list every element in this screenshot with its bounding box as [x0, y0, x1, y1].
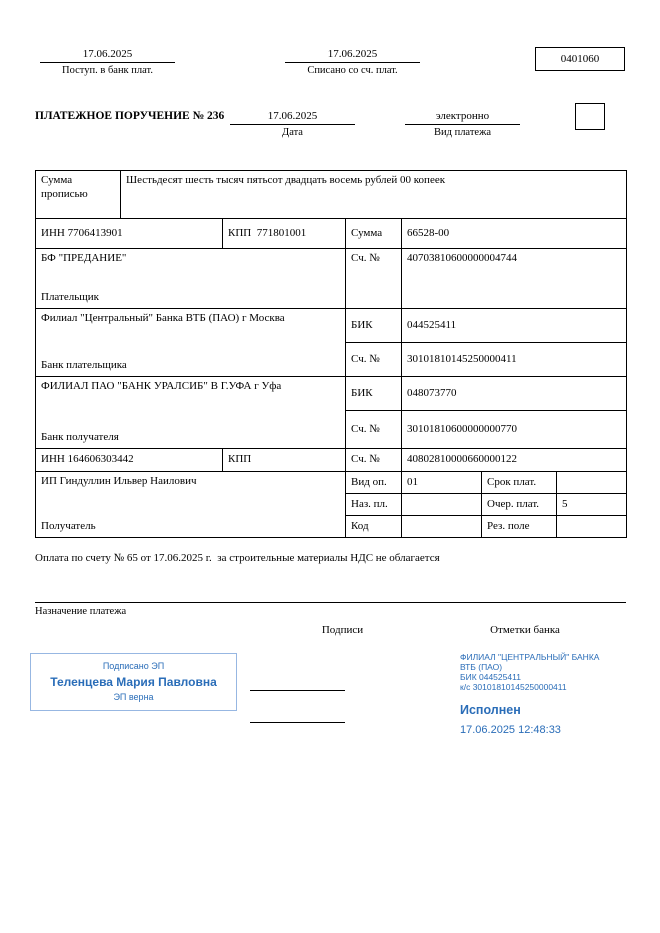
receiver-bank-bik: 048073770 [402, 377, 627, 411]
bank-stamp-datetime: 17.06.2025 12:48:33 [460, 724, 561, 736]
receiver-bank-bik-label: БИК [346, 377, 402, 411]
bank-marks-header: Отметки банка [490, 624, 560, 636]
bank-stamp-line3: БИК 044525411 [460, 672, 521, 682]
purpose-label: Назначение платежа [35, 606, 127, 617]
doc-date-label: Дата [282, 127, 303, 138]
payer-name: БФ "ПРЕДАНИЕ" [41, 252, 127, 264]
signature-line-1 [250, 690, 345, 691]
payer-account-label: Сч. № [346, 249, 402, 309]
received-in-bank-block [40, 48, 175, 76]
receiver-name: ИП Гиндуллин Ильвер Наилович [41, 475, 197, 487]
debited-date-label: Списано со сч. плат. [307, 65, 398, 76]
doc-date: 17.06.2025 [230, 110, 355, 125]
srok-plat-value [557, 472, 627, 494]
payment-purpose-text: Оплата по счету № 65 от 17.06.2025 г. за строительные материалы НДС не облагается [35, 552, 440, 564]
receiver-inn-row [36, 449, 627, 472]
purpose-underline-block [35, 602, 626, 617]
naz-pl-value [402, 494, 482, 516]
status-code-box [575, 103, 605, 130]
debited-from-account-block [285, 48, 420, 76]
receiver-bank-account-label: Сч. № [346, 411, 402, 449]
payer-bank-section-label: Банк плательщика [41, 359, 127, 372]
amount-words-label: Сумма прописью [36, 171, 121, 219]
payer-bank-account: 30101810145250000411 [402, 343, 627, 377]
received-date: 17.06.2025 [40, 48, 175, 63]
electronic-signature-stamp [30, 653, 237, 711]
payer-bank-cell [36, 309, 346, 377]
ocher-plat-value: 5 [557, 494, 627, 516]
bank-stamp-line2: ВТБ (ПАО) [460, 662, 503, 672]
receiver-bank-row [36, 377, 627, 449]
amount-words-value: Шестьдесят шесть тысяч пятьсот двадцать восемь рублей 00 копеек [121, 171, 627, 219]
payer-row [36, 249, 627, 309]
payer-bank-name: Филиал "Центральный" Банка ВТБ (ПАО) г Москва [41, 312, 285, 324]
payer-kpp: КПП 771801001 [223, 219, 346, 249]
doc-date-block [230, 110, 355, 138]
esig-line3: ЭП верна [113, 692, 154, 702]
payer-bank-account-label: Сч. № [346, 343, 402, 377]
payment-kind-label: Вид платежа [433, 127, 491, 138]
receiver-bank-account: 30101810600000000770 [402, 411, 627, 449]
signature-line-2 [250, 722, 345, 723]
vid-op-value: 01 [402, 472, 482, 494]
esig-line1: Подписано ЭП [102, 661, 165, 671]
kod-value [402, 516, 482, 538]
kod-label: Код [346, 516, 402, 538]
rez-pole-value [557, 516, 627, 538]
receiver-account-label: Сч. № [346, 449, 402, 472]
document-title: ПЛАТЕЖНОЕ ПОРУЧЕНИЕ № 236 [35, 110, 225, 122]
payer-bank-bik: 044525411 [402, 309, 627, 343]
receiver-bank-codes [346, 377, 627, 449]
form-code: 0401060 [560, 53, 600, 65]
receiver-bank-name: ФИЛИАЛ ПАО "БАНК УРАЛСИБ" В Г.УФА г Уфа [41, 380, 282, 392]
receiver-bank-section-label: Банк получателя [41, 431, 119, 444]
payment-order-table [35, 170, 627, 538]
receiver-account: 40802810000660000122 [402, 449, 627, 472]
vid-op-label: Вид оп. [346, 472, 402, 494]
receiver-bank-cell [36, 377, 346, 449]
bank-stamp-line4: к/с 30101810145250000411 [460, 682, 567, 692]
payer-section-label: Плательщик [41, 291, 99, 304]
rez-pole-label: Рез. поле [482, 516, 557, 538]
bank-execution-stamp [460, 652, 655, 735]
receiver-cell [36, 472, 346, 538]
receiver-kpp-label: КПП [223, 449, 346, 472]
receiver-inn: ИНН 164606303442 [36, 449, 223, 472]
debited-date: 17.06.2025 [285, 48, 420, 63]
payment-kind-block [405, 110, 520, 138]
ocher-plat-label: Очер. плат. [482, 494, 557, 516]
payer-cell [36, 249, 346, 309]
srok-plat-label: Срок плат. [482, 472, 557, 494]
form-code-box [535, 47, 625, 71]
amount-label: Сумма [346, 219, 402, 249]
payer-bank-codes [346, 309, 627, 377]
naz-pl-label: Наз. пл. [346, 494, 402, 516]
payer-inn-row [36, 219, 627, 249]
signatures-header: Подписи [321, 624, 364, 636]
payer-bank-bik-label: БИК [346, 309, 402, 343]
payer-bank-row [36, 309, 627, 377]
amount-words-row [36, 171, 627, 219]
bank-stamp-line1: ФИЛИАЛ "ЦЕНТРАЛЬНЫЙ" БАНКА [460, 652, 600, 662]
esig-signer-name: Теленцева Мария Павловна [50, 675, 217, 689]
payer-account: 40703810600000004744 [402, 249, 627, 309]
payer-inn: ИНН 7706413901 [36, 219, 223, 249]
receiver-op-codes [346, 472, 627, 538]
amount-value: 66528-00 [402, 219, 627, 249]
receiver-section-label: Получатель [41, 520, 96, 533]
received-date-label: Поступ. в банк плат. [62, 65, 153, 76]
receiver-row [36, 472, 627, 538]
bank-stamp-status: Исполнен [460, 703, 521, 717]
payment-kind: электронно [405, 110, 520, 125]
